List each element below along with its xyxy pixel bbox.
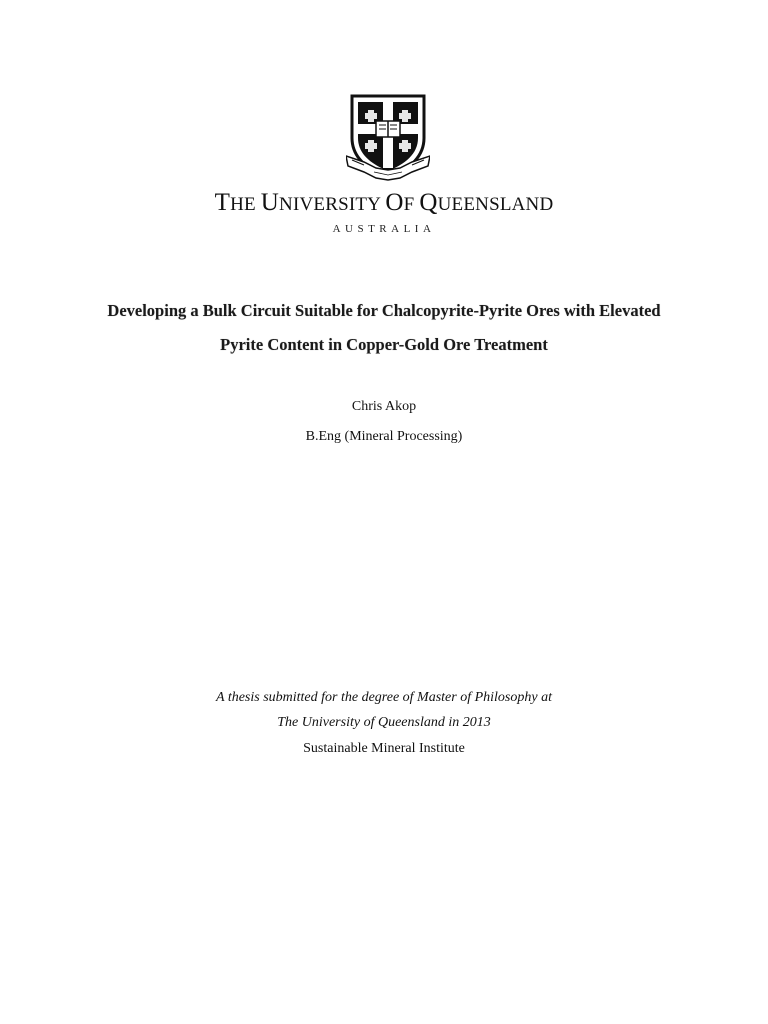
institute-name: Sustainable Mineral Institute <box>303 741 465 756</box>
author-degree: B.Eng (Mineral Processing) <box>305 429 463 444</box>
submission-statement: A thesis submitted for the degree of Master of Philosophy at <box>216 690 552 705</box>
university-crest-icon <box>346 94 430 186</box>
thesis-title-line-2: Pyrite Content in Copper-Gold Ore Treatment <box>220 335 548 354</box>
submission-university-year: The University of Queensland in 2013 <box>277 715 491 730</box>
university-country: AUSTRALIA <box>332 223 436 235</box>
author-name: Chris Akop <box>351 399 417 414</box>
university-name: THE UNIVERSITY OF QUEENSLAND <box>214 189 554 216</box>
thesis-title-line-1: Developing a Bulk Circuit Suitable for Chalcopyrite-Pyrite Ores with Elevated <box>107 301 661 320</box>
